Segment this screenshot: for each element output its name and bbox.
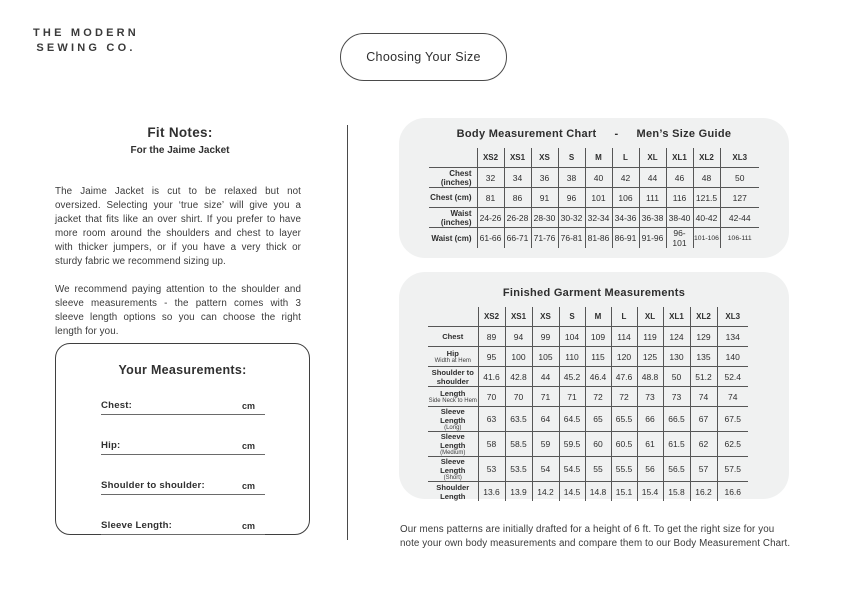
value-cell: 74 [717, 387, 748, 407]
table-row [428, 432, 748, 457]
size-header-xl1: XL1 [663, 307, 690, 327]
your-measurements-box [55, 343, 310, 535]
value-cell: 30-32 [558, 208, 585, 228]
value-cell: 36-38 [639, 208, 666, 228]
value-cell: 32 [477, 168, 504, 188]
value-cell: 55.5 [611, 457, 637, 482]
size-header-xs: XS [531, 148, 558, 168]
value-cell: 65 [585, 407, 611, 432]
value-cell: 48 [693, 168, 720, 188]
value-cell: 61.5 [663, 432, 690, 457]
value-cell: 111 [639, 188, 666, 208]
value-cell: 120 [611, 347, 637, 367]
brand-logo [33, 26, 139, 56]
value-cell: 94 [505, 327, 532, 347]
value-cell: 81-86 [585, 228, 612, 249]
shoulder-field-label: Shoulder to shoulder: [101, 480, 205, 491]
value-cell: 115 [585, 347, 611, 367]
brand-line-2: SEWING CO. [36, 42, 136, 54]
garment-chart-title-text: Finished Garment Measurements [502, 287, 686, 299]
row-label: Sleeve Length (Medium) [428, 432, 478, 457]
footnote-text: Our mens patterns are initially drafted for a height of 6 ft. To get the right size for you note your own body measurements and compare them to our Body Measurement Chart. [400, 523, 791, 550]
table-row [429, 168, 759, 188]
value-cell: 63.5 [505, 407, 532, 432]
body-measurement-card [399, 118, 789, 258]
value-cell: 121.5 [693, 188, 720, 208]
value-cell: 101-106 [693, 228, 720, 249]
value-cell: 13.6 [478, 482, 505, 502]
value-cell: 38-40 [666, 208, 693, 228]
value-cell: 66-71 [504, 228, 531, 249]
size-header-xs1: XS1 [504, 148, 531, 168]
size-header-l: L [612, 148, 639, 168]
value-cell: 41.6 [478, 367, 505, 387]
value-cell: 91-96 [639, 228, 666, 249]
value-cell: 71 [532, 387, 559, 407]
chest-field-unit: cm [241, 401, 255, 411]
value-cell: 109 [585, 327, 611, 347]
row-label: Shoulder to shoulder [428, 367, 478, 387]
value-cell: 129 [690, 327, 717, 347]
value-cell: 73 [637, 387, 663, 407]
value-cell: 66 [637, 407, 663, 432]
value-cell: 50 [720, 168, 759, 188]
shoulder-field-unit: cm [241, 481, 255, 491]
brand-line-1: THE MODERN [33, 27, 139, 39]
hip-field-unit: cm [241, 441, 255, 451]
size-header-row [429, 148, 759, 168]
value-cell: 32-34 [585, 208, 612, 228]
value-cell: 135 [690, 347, 717, 367]
value-cell: 44 [532, 367, 559, 387]
value-cell: 76-81 [558, 228, 585, 249]
value-cell: 16.2 [690, 482, 717, 502]
table-row [428, 457, 748, 482]
value-cell: 53 [478, 457, 505, 482]
value-cell: 46.4 [585, 367, 611, 387]
value-cell: 55 [585, 457, 611, 482]
value-cell: 62 [690, 432, 717, 457]
value-cell: 116 [666, 188, 693, 208]
value-cell: 45.2 [559, 367, 585, 387]
size-header-s: S [559, 307, 585, 327]
fit-notes-heading: Fit Notes: [147, 125, 213, 140]
size-header-xl2: XL2 [693, 148, 720, 168]
value-cell: 96 [558, 188, 585, 208]
chest-field-label: Chest: [101, 400, 133, 411]
value-cell: 104 [559, 327, 585, 347]
value-cell: 54 [532, 457, 559, 482]
finished-garment-card [399, 272, 789, 499]
value-cell: 65.5 [611, 407, 637, 432]
value-cell: 67.5 [717, 407, 748, 432]
table-row [428, 407, 748, 432]
value-cell: 61-66 [477, 228, 504, 249]
value-cell: 81 [477, 188, 504, 208]
value-cell: 38 [558, 168, 585, 188]
value-cell: 86-91 [612, 228, 639, 249]
value-cell: 14.5 [559, 482, 585, 502]
value-cell: 100 [505, 347, 532, 367]
value-cell: 42-44 [720, 208, 759, 228]
value-cell: 57 [690, 457, 717, 482]
value-cell: 57.5 [717, 457, 748, 482]
table-row [429, 188, 759, 208]
value-cell: 14.8 [585, 482, 611, 502]
value-cell: 101 [585, 188, 612, 208]
value-cell: 72 [585, 387, 611, 407]
value-cell: 134 [717, 327, 748, 347]
measurement-field-chest[interactable] [101, 396, 265, 415]
value-cell: 40 [585, 168, 612, 188]
value-cell: 67 [690, 407, 717, 432]
value-cell: 86 [504, 188, 531, 208]
value-cell: 15.8 [663, 482, 690, 502]
body-chart-title-left: Body Measurement Chart [456, 128, 597, 140]
value-cell: 96-101 [666, 228, 693, 249]
value-cell: 42.8 [505, 367, 532, 387]
value-cell: 70 [478, 387, 505, 407]
table-row [428, 327, 748, 347]
value-cell: 60.5 [611, 432, 637, 457]
body-chart-title-separator: - [614, 128, 619, 140]
table-row [428, 387, 748, 407]
value-cell: 24-26 [477, 208, 504, 228]
measurement-field-shoulder[interactable] [101, 476, 265, 495]
value-cell: 42 [612, 168, 639, 188]
value-cell: 51.2 [690, 367, 717, 387]
value-cell: 58.5 [505, 432, 532, 457]
value-cell: 89 [478, 327, 505, 347]
page-title-pill [340, 33, 507, 81]
value-cell: 105 [532, 347, 559, 367]
row-label: Shoulder Length [428, 482, 478, 502]
value-cell: 125 [637, 347, 663, 367]
table-row [429, 208, 759, 228]
value-cell: 99 [532, 327, 559, 347]
measurement-field-sleeve[interactable] [101, 516, 265, 535]
value-cell: 14.2 [532, 482, 559, 502]
value-cell: 70 [505, 387, 532, 407]
row-label: Chest [428, 327, 478, 347]
value-cell: 40-42 [693, 208, 720, 228]
size-header-xl: XL [639, 148, 666, 168]
row-label: Chest (cm) [429, 188, 477, 208]
value-cell: 64 [532, 407, 559, 432]
value-cell: 71 [559, 387, 585, 407]
your-measurements-heading: Your Measurements: [118, 363, 247, 377]
value-cell: 106 [612, 188, 639, 208]
value-cell: 34 [504, 168, 531, 188]
size-header-xs2: XS2 [478, 307, 505, 327]
row-label: Length Side Neck to Hem [428, 387, 478, 407]
fit-notes-paragraph-2: We recommend paying attention to the shoulder and sleeve measurements - the pattern comes with 3 sleeve length options so you can choose the right length for you. [55, 283, 301, 337]
value-cell: 59.5 [559, 432, 585, 457]
value-cell: 36 [531, 168, 558, 188]
value-cell: 91 [531, 188, 558, 208]
sleeve-field-label: Sleeve Length: [101, 520, 173, 531]
value-cell: 130 [663, 347, 690, 367]
value-cell: 119 [637, 327, 663, 347]
value-cell: 64.5 [559, 407, 585, 432]
row-label: Hip Width at Hem [428, 347, 478, 367]
column-divider-line [347, 125, 348, 540]
size-header-xl3: XL3 [717, 307, 748, 327]
value-cell: 58 [478, 432, 505, 457]
body-chart-title [399, 118, 789, 140]
value-cell: 54.5 [559, 457, 585, 482]
value-cell: 114 [611, 327, 637, 347]
value-cell: 73 [663, 387, 690, 407]
size-header-xl3: XL3 [720, 148, 759, 168]
row-label: Chest (inches) [429, 168, 477, 188]
garment-chart-title [399, 272, 789, 299]
value-cell: 44 [639, 168, 666, 188]
row-label: Sleeve Length (Short) [428, 457, 478, 482]
table-row [428, 367, 748, 387]
value-cell: 56 [637, 457, 663, 482]
value-cell: 106-111 [720, 228, 759, 249]
finished-garment-table [428, 307, 748, 501]
table-row [428, 347, 748, 367]
size-header-l: L [611, 307, 637, 327]
fit-notes-subheading: For the Jaime Jacket [130, 145, 230, 156]
row-sublabel: (Short) [443, 475, 462, 481]
size-header-xl1: XL1 [666, 148, 693, 168]
value-cell: 124 [663, 327, 690, 347]
size-header-s: S [558, 148, 585, 168]
value-cell: 56.5 [663, 457, 690, 482]
table-row [428, 482, 748, 502]
size-corner-cell [428, 307, 478, 327]
page-title: Choosing Your Size [366, 50, 481, 64]
value-cell: 61 [637, 432, 663, 457]
value-cell: 28-30 [531, 208, 558, 228]
size-header-xs1: XS1 [505, 307, 532, 327]
row-label: Sleeve Length (Long) [428, 407, 478, 432]
size-header-m: M [585, 148, 612, 168]
measurement-field-hip[interactable] [101, 436, 265, 455]
value-cell: 53.5 [505, 457, 532, 482]
row-sublabel: Side Neck to Hem [428, 398, 477, 404]
value-cell: 71-76 [531, 228, 558, 249]
size-header-xs2: XS2 [477, 148, 504, 168]
value-cell: 127 [720, 188, 759, 208]
hip-field-label: Hip: [101, 440, 121, 451]
row-label: Waist (inches) [429, 208, 477, 228]
row-sublabel: (Long) [444, 425, 462, 431]
value-cell: 95 [478, 347, 505, 367]
body-measurement-table [429, 148, 759, 248]
body-chart-title-right: Men’s Size Guide [636, 128, 732, 140]
value-cell: 26-28 [504, 208, 531, 228]
value-cell: 15.1 [611, 482, 637, 502]
size-header-xl: XL [637, 307, 663, 327]
size-header-xl2: XL2 [690, 307, 717, 327]
value-cell: 16.6 [717, 482, 748, 502]
row-label: Waist (cm) [429, 228, 477, 249]
value-cell: 66.5 [663, 407, 690, 432]
value-cell: 50 [663, 367, 690, 387]
value-cell: 63 [478, 407, 505, 432]
table-row [429, 228, 759, 249]
value-cell: 62.5 [717, 432, 748, 457]
sleeve-field-unit: cm [241, 521, 255, 531]
fit-notes-header [40, 125, 320, 156]
value-cell: 60 [585, 432, 611, 457]
value-cell: 52.4 [717, 367, 748, 387]
value-cell: 13.9 [505, 482, 532, 502]
value-cell: 74 [690, 387, 717, 407]
size-header-xs: XS [532, 307, 559, 327]
value-cell: 15.4 [637, 482, 663, 502]
value-cell: 48.8 [637, 367, 663, 387]
row-sublabel: Width at Hem [434, 358, 471, 364]
value-cell: 34-36 [612, 208, 639, 228]
value-cell: 59 [532, 432, 559, 457]
size-header-m: M [585, 307, 611, 327]
value-cell: 72 [611, 387, 637, 407]
size-corner-cell [429, 148, 477, 168]
value-cell: 46 [666, 168, 693, 188]
fit-notes-paragraph-1: The Jaime Jacket is cut to be relaxed but not oversized. Selecting your ‘true size’ will give you a jacket that fits like an over shirt. If you prefer to have more room around the shoulders and chest to layer with thicker jumpers, or if you have a very thick or sturdy fabric we recommend sizing up. [55, 185, 301, 267]
value-cell: 140 [717, 347, 748, 367]
value-cell: 47.6 [611, 367, 637, 387]
size-header-row [428, 307, 748, 327]
row-sublabel: (Medium) [440, 450, 466, 456]
value-cell: 110 [559, 347, 585, 367]
